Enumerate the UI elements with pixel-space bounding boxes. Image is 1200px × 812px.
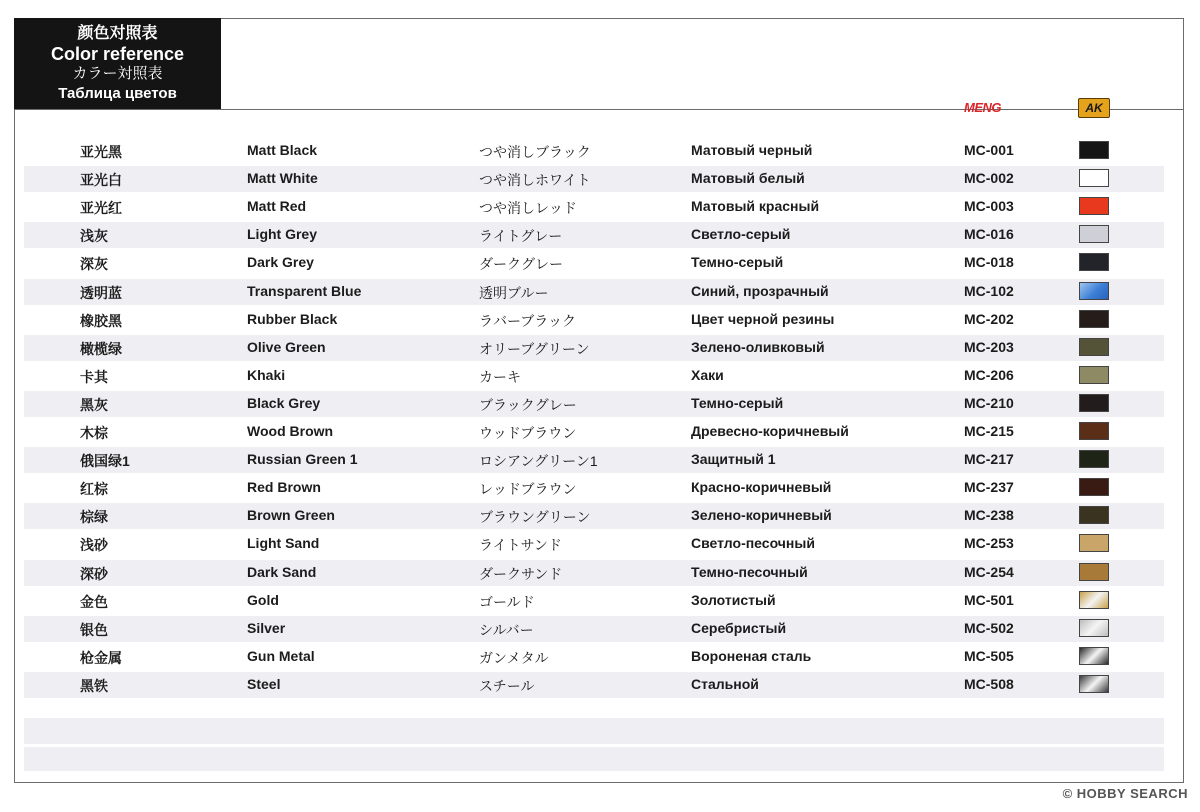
name-chinese: 橡胶黑 <box>80 312 122 329</box>
paint-code: MC-508 <box>964 675 1014 692</box>
name-russian: Синий, прозрачный <box>691 282 829 299</box>
color-swatch <box>1079 338 1109 356</box>
paint-code: MC-254 <box>964 563 1014 580</box>
table-row <box>24 503 1164 529</box>
name-japanese: つや消しレッド <box>479 200 577 217</box>
name-chinese: 俄国绿1 <box>80 453 130 470</box>
color-swatch <box>1079 141 1109 159</box>
table-row <box>24 447 1164 473</box>
name-japanese: オリーブグリーン <box>479 340 590 357</box>
name-russian: Хаки <box>691 366 724 383</box>
name-chinese: 透明蓝 <box>80 284 122 301</box>
watermark: © HOBBY SEARCH <box>1062 786 1188 801</box>
name-chinese: 亚光白 <box>80 172 122 189</box>
paint-code: MC-202 <box>964 310 1014 327</box>
table-row <box>24 644 1164 670</box>
name-chinese: 枪金属 <box>80 649 122 666</box>
name-russian: Вороненая сталь <box>691 647 812 664</box>
paint-code: MC-016 <box>964 226 1014 243</box>
table-row <box>24 222 1164 248</box>
name-english: Russian Green 1 <box>247 451 358 468</box>
color-swatch <box>1079 422 1109 440</box>
color-swatch <box>1079 225 1109 243</box>
name-russian: Светло-серый <box>691 226 791 243</box>
name-english: Dark Grey <box>247 254 314 271</box>
name-japanese: ウッドブラウン <box>479 425 577 441</box>
name-japanese: ガンメタル <box>479 649 549 666</box>
title-english: Color reference <box>50 44 185 64</box>
paint-code: MC-502 <box>964 619 1014 636</box>
name-chinese: 橄榄绿 <box>80 340 122 357</box>
title-chinese: 颜色对照表 <box>77 25 158 42</box>
name-english: Khaki <box>247 366 286 383</box>
name-japanese: ライトグレー <box>479 228 563 245</box>
name-japanese: レッドブラウン <box>479 481 577 498</box>
name-chinese: 浅砂 <box>80 537 108 554</box>
name-chinese: 浅灰 <box>80 228 108 245</box>
table-row <box>24 391 1164 417</box>
name-russian: Матовый черный <box>691 142 813 158</box>
empty-band <box>24 718 1164 744</box>
name-russian: Зелено-оливковый <box>691 338 825 355</box>
paint-code: MC-253 <box>964 535 1014 552</box>
color-swatch <box>1079 197 1109 215</box>
name-russian: Темно-серый <box>691 254 784 271</box>
color-swatch <box>1079 647 1109 665</box>
name-chinese: 卡其 <box>80 368 108 385</box>
table-row <box>24 363 1164 389</box>
table-row <box>24 307 1164 333</box>
name-english: Brown Green <box>247 507 335 524</box>
color-swatch <box>1079 253 1109 271</box>
table-row <box>24 138 1164 164</box>
name-japanese: つや消しブラック <box>479 144 591 160</box>
name-japanese: カーキ <box>479 368 521 385</box>
name-english: Matt Black <box>247 142 318 158</box>
name-english: Light Grey <box>247 226 318 243</box>
color-swatch <box>1079 675 1109 693</box>
paint-code: MC-237 <box>964 479 1014 496</box>
paint-code: MC-217 <box>964 451 1014 468</box>
name-japanese: つや消しホワイト <box>479 172 591 189</box>
table-row <box>24 166 1164 192</box>
paint-code: MC-002 <box>964 170 1014 187</box>
header-divider <box>14 109 1184 110</box>
name-japanese: ゴールド <box>479 593 535 610</box>
name-japanese: スチール <box>479 677 535 694</box>
table-row <box>24 588 1164 614</box>
name-english: Matt Red <box>247 198 307 215</box>
name-chinese: 木棕 <box>80 425 108 441</box>
name-russian: Матовый белый <box>691 170 805 187</box>
paint-code: MC-206 <box>964 366 1014 383</box>
color-swatch <box>1079 534 1109 552</box>
color-swatch <box>1079 394 1109 412</box>
name-russian: Стальной <box>691 675 759 692</box>
name-chinese: 红棕 <box>80 481 108 498</box>
name-russian: Матовый красный <box>691 198 820 215</box>
name-chinese: 黑铁 <box>80 677 108 694</box>
table-row <box>24 194 1164 220</box>
paint-code: MC-018 <box>964 254 1014 271</box>
paint-code: MC-501 <box>964 591 1014 608</box>
color-swatch <box>1079 619 1109 637</box>
name-chinese: 银色 <box>80 621 108 638</box>
name-japanese: ブラウングリーン <box>479 509 591 526</box>
name-russian: Цвет черной резины <box>691 310 835 327</box>
name-english: Wood Brown <box>247 423 334 439</box>
color-swatch <box>1079 563 1109 581</box>
paint-code: MC-203 <box>964 338 1014 355</box>
name-chinese: 棕绿 <box>80 509 108 526</box>
ak-logo: AK <box>1078 98 1110 118</box>
empty-band <box>24 747 1164 771</box>
name-russian: Зелено-коричневый <box>691 507 832 524</box>
name-japanese: ロシアングリーン1 <box>479 453 598 470</box>
name-chinese: 深砂 <box>80 565 108 582</box>
paint-code: MC-210 <box>964 394 1014 411</box>
title-japanese: カラー対照表 <box>72 65 163 82</box>
paint-code: MC-505 <box>964 647 1014 664</box>
name-japanese: ダークグレー <box>479 256 563 273</box>
name-japanese: ダークサンド <box>479 565 563 582</box>
name-russian: Темно-песочный <box>691 563 808 580</box>
color-swatch <box>1079 282 1109 300</box>
name-english: Transparent Blue <box>247 282 362 299</box>
color-swatch <box>1079 450 1109 468</box>
name-english: Gold <box>247 591 279 608</box>
name-russian: Светло-песочный <box>691 535 815 552</box>
table-row <box>24 419 1164 445</box>
name-english: Red Brown <box>247 479 321 496</box>
name-english: Matt White <box>247 170 318 187</box>
color-swatch <box>1079 591 1109 609</box>
paint-code: MC-001 <box>964 142 1014 158</box>
name-english: Black Grey <box>247 394 321 411</box>
title-block <box>14 18 221 110</box>
name-russian: Древесно-коричневый <box>691 423 849 439</box>
table-row <box>24 531 1164 557</box>
name-russian: Красно-коричневый <box>691 479 832 496</box>
table-row <box>24 335 1164 361</box>
table-row <box>24 250 1164 276</box>
color-swatch <box>1079 366 1109 384</box>
table-row <box>24 560 1164 586</box>
name-english: Rubber Black <box>247 310 338 327</box>
paint-code: MC-238 <box>964 507 1014 524</box>
color-swatch <box>1079 310 1109 328</box>
paint-code: MC-215 <box>964 423 1014 439</box>
name-chinese: 金色 <box>80 593 108 610</box>
name-chinese: 亚光红 <box>80 200 122 217</box>
name-chinese: 亚光黑 <box>80 144 122 160</box>
name-japanese: ブラックグレー <box>479 396 577 413</box>
name-japanese: 透明ブルー <box>479 284 549 301</box>
name-english: Gun Metal <box>247 647 315 664</box>
name-russian: Серебристый <box>691 619 787 636</box>
name-chinese: 黑灰 <box>80 396 108 413</box>
name-chinese: 深灰 <box>80 256 108 273</box>
name-japanese: ラバーブラック <box>479 312 577 329</box>
name-english: Olive Green <box>247 338 326 355</box>
name-russian: Темно-серый <box>691 394 784 411</box>
name-english: Steel <box>247 675 281 692</box>
paint-code: MC-003 <box>964 198 1014 215</box>
meng-logo: MENG <box>964 100 1001 115</box>
table-row <box>24 672 1164 698</box>
color-swatch <box>1079 478 1109 496</box>
color-swatch <box>1079 169 1109 187</box>
table-row <box>24 475 1164 501</box>
title-russian: Таблица цветов <box>58 85 177 102</box>
name-japanese: ライトサンド <box>479 537 562 554</box>
name-japanese: シルバー <box>479 621 534 638</box>
name-russian: Защитный 1 <box>691 451 776 468</box>
table-row <box>24 616 1164 642</box>
name-english: Light Sand <box>247 535 320 552</box>
name-english: Dark Sand <box>247 563 317 580</box>
name-russian: Золотистый <box>691 591 776 608</box>
color-swatch <box>1079 506 1109 524</box>
table-row <box>24 279 1164 305</box>
paint-code: MC-102 <box>964 282 1014 299</box>
name-english: Silver <box>247 619 286 636</box>
